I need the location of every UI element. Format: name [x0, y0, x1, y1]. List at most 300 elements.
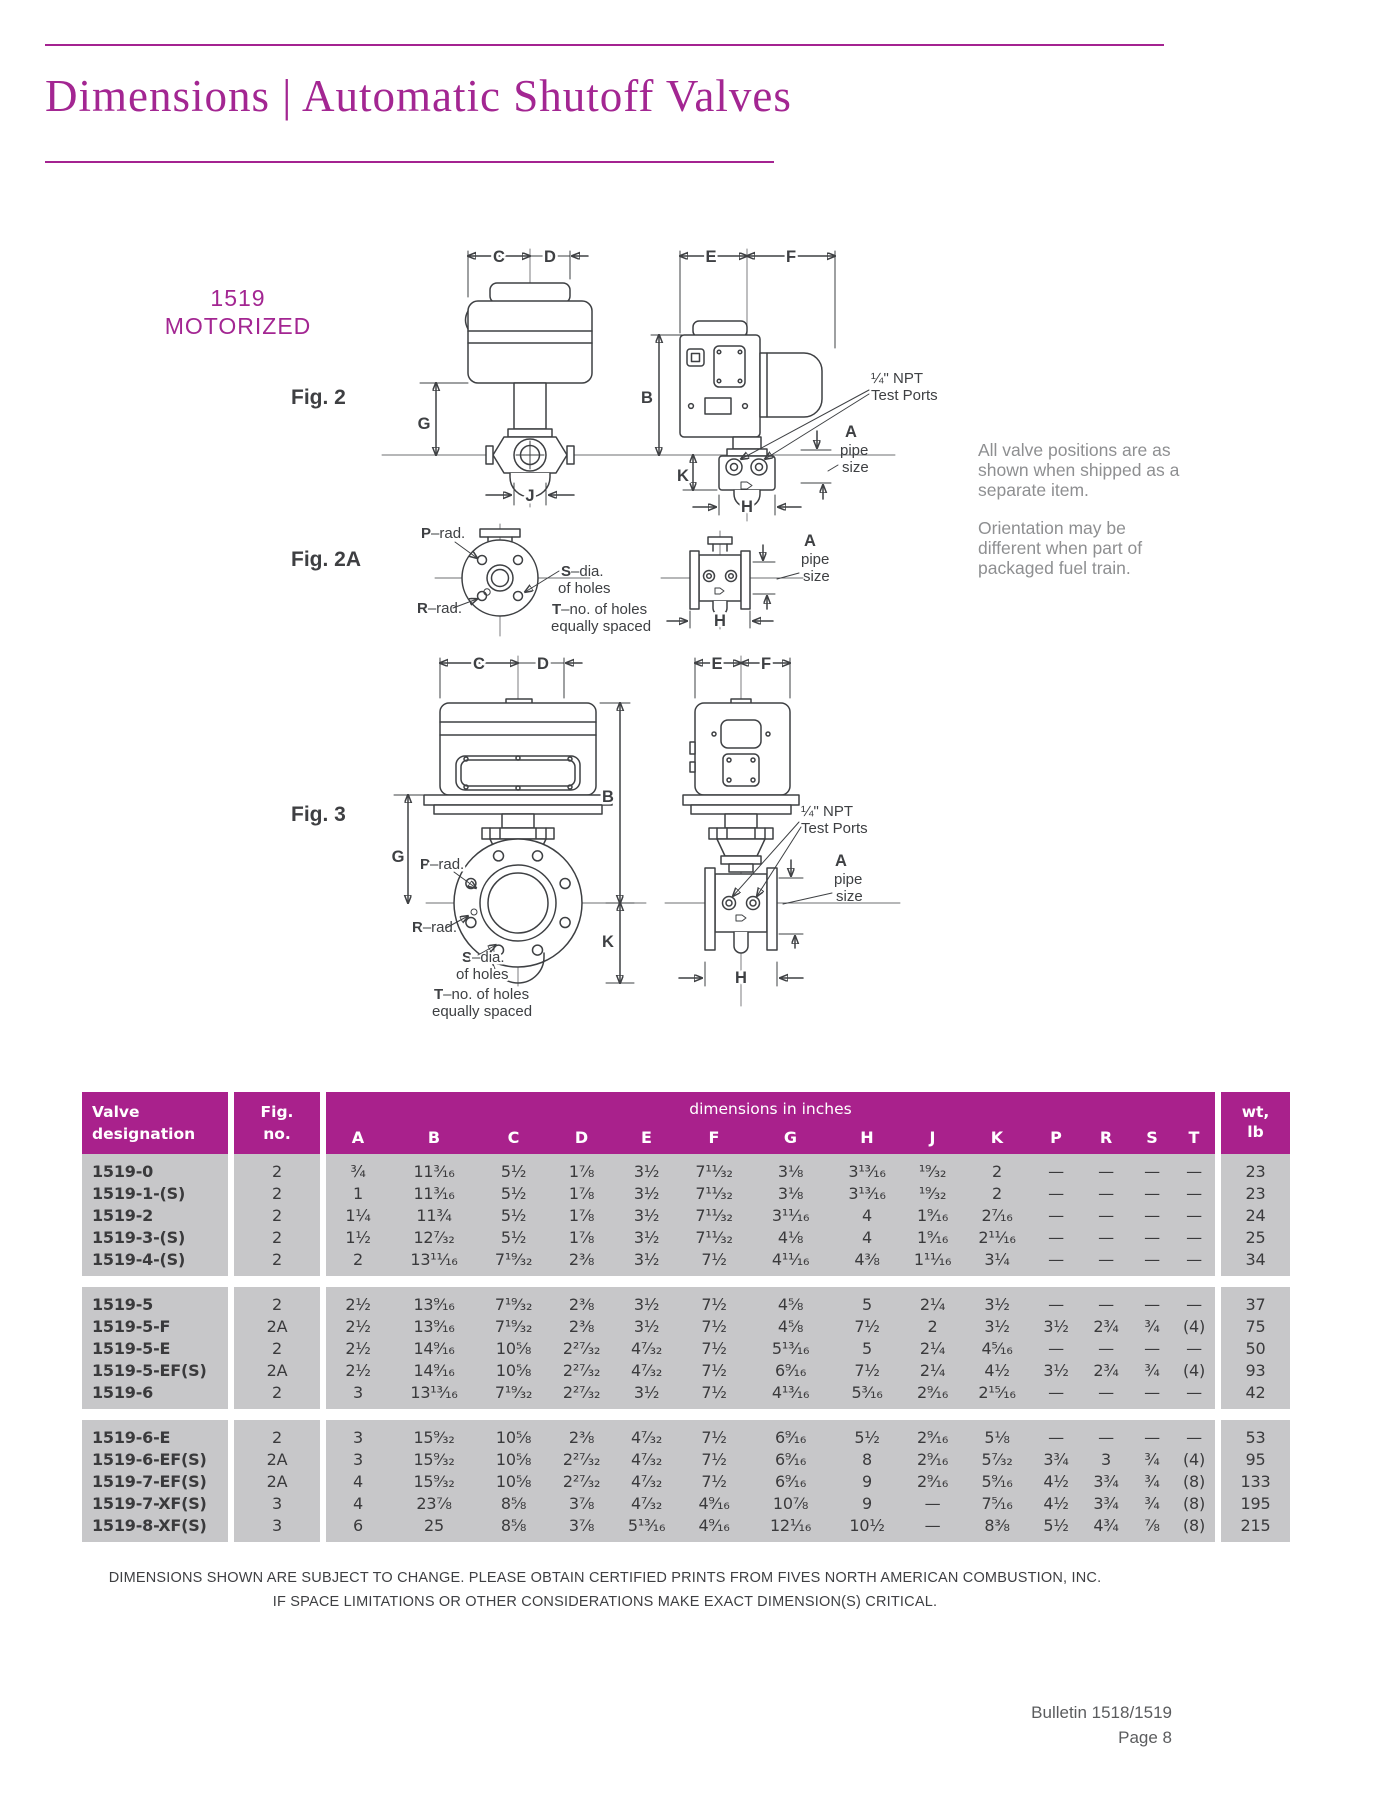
dim-value: 13⁹⁄₁₆	[413, 1317, 455, 1336]
dim-value: 4⅝	[777, 1295, 804, 1314]
dim-value: 1⅞	[568, 1162, 595, 1181]
valve-designation: 1519-0	[92, 1162, 154, 1181]
dim-value: 5⅛	[984, 1428, 1010, 1447]
dim-value: 3½	[984, 1317, 1010, 1336]
fig-no-value: 2	[272, 1295, 282, 1314]
dim-value: —	[1144, 1184, 1160, 1203]
fig2-dim-e: E	[705, 248, 717, 266]
dim-value: —	[1098, 1228, 1114, 1247]
dim-value: 23⅞	[416, 1494, 452, 1513]
fig-no-value: 2A	[266, 1450, 288, 1469]
dim-value: 7½	[701, 1250, 727, 1269]
shipping-notes	[978, 440, 1183, 596]
title-underline-rule	[45, 161, 774, 163]
weight-value: 34	[1245, 1250, 1266, 1269]
top-rule	[45, 44, 1164, 46]
dim-value: 4⁷⁄₃₂	[630, 1494, 663, 1513]
dim-value: 2²⁷⁄₃₂	[562, 1339, 601, 1358]
fig-no-value: 2	[272, 1383, 282, 1402]
dim-value: —	[1048, 1228, 1064, 1247]
dim-value: 5⁹⁄₁₆	[981, 1472, 1013, 1491]
dim-value: —	[1098, 1184, 1114, 1203]
dim-value: —	[1098, 1250, 1114, 1269]
valve-designation: 1519-5-EF(S)	[92, 1361, 207, 1380]
dim-value: 14⁹⁄₁₆	[413, 1339, 455, 1358]
table-section	[82, 1420, 228, 1542]
dim-value: 6⁹⁄₁₆	[774, 1472, 807, 1491]
fig-no-value: 2A	[266, 1361, 288, 1380]
dim-value: 7½	[854, 1361, 880, 1380]
dim-value: —	[1098, 1428, 1114, 1447]
dim-value: (8)	[1182, 1516, 1206, 1535]
dim-value: 3½	[633, 1184, 660, 1203]
weight-value: 95	[1245, 1450, 1266, 1469]
weight-value: 42	[1245, 1383, 1266, 1402]
dim-value: 2²⁷⁄₃₂	[562, 1361, 601, 1380]
valve-designation: 1519-1-(S)	[92, 1184, 186, 1203]
dim-value: 10⅝	[495, 1450, 532, 1469]
dim-value: —	[1186, 1250, 1202, 1269]
dim-value: 7½	[701, 1361, 727, 1380]
dim-col-header: D	[574, 1128, 589, 1147]
dim-value: 8⅝	[500, 1494, 527, 1513]
table-section	[234, 1287, 320, 1409]
note-orientation: Orientation may be different when part of packaged fuel train.	[978, 518, 1143, 578]
dim-value: 6⁹⁄₁₆	[774, 1450, 807, 1469]
table-row	[326, 1294, 1215, 1316]
header-dimensions	[326, 1092, 1215, 1154]
weight-value: 23	[1245, 1162, 1266, 1181]
fig2-dim-d: D	[544, 248, 556, 266]
table-row	[326, 1449, 1215, 1471]
dim-value: 3½	[633, 1162, 660, 1181]
dim-value: 3½	[984, 1295, 1010, 1314]
valve-designation: 1519-3-(S)	[92, 1228, 186, 1247]
dim-value: 12⁷⁄₃₂	[413, 1228, 455, 1247]
dim-value: —	[1048, 1250, 1064, 1269]
dim-value: 1⅞	[568, 1228, 595, 1247]
valve-designation: 1519-5-E	[92, 1339, 171, 1358]
dim-value: 2⁹⁄₁₆	[916, 1450, 949, 1469]
dim-value: 10⅝	[495, 1339, 532, 1358]
dim-value: 1¼	[345, 1206, 371, 1225]
dim-value: 3⅞	[568, 1516, 595, 1535]
dim-value: 2⁹⁄₁₆	[916, 1383, 949, 1402]
weight-value: 93	[1245, 1361, 1266, 1380]
fig3-t-no-line2: equally spaced	[432, 1003, 533, 1020]
valve-designation: 1519-6	[92, 1383, 154, 1402]
dim-value: 3¹³⁄₁₆	[848, 1162, 886, 1181]
dim-value: 2¹⁵⁄₁₆	[978, 1383, 1016, 1402]
fig3-dim-b: B	[602, 788, 614, 806]
dim-value: 3½	[1043, 1317, 1069, 1336]
dim-value: 14⁹⁄₁₆	[413, 1361, 455, 1380]
page-number: Page 8	[1118, 1728, 1172, 1747]
dim-value: 7¹¹⁄₃₂	[695, 1184, 733, 1203]
dim-value: 4	[353, 1494, 363, 1513]
dim-value: 3¾	[1043, 1450, 1069, 1469]
table-row	[326, 1338, 1215, 1360]
dim-col-header: S	[1146, 1128, 1158, 1147]
fig2-side-drawing	[595, 243, 945, 533]
dim-value: 3½	[633, 1317, 660, 1336]
fig2-pipe-label: pipe	[840, 442, 869, 459]
fig3-s-dia-label: S–dia.	[462, 949, 505, 966]
fig3-dim-e: E	[711, 655, 723, 673]
dim-value: 2⁹⁄₁₆	[916, 1428, 949, 1447]
dim-value: 4	[353, 1472, 363, 1491]
dim-value: —	[1098, 1339, 1114, 1358]
fig-no-value: 3	[272, 1494, 282, 1513]
fig2a-r-rad-label: R–rad.	[417, 600, 463, 617]
footer-line1: DIMENSIONS SHOWN ARE SUBJECT TO CHANGE. PLEASE OBTAIN CERTIFIED PRINTS FROM FIVES NORTH AMERICAN COMBUSTION, INC.	[108, 1570, 1102, 1586]
dim-value: 4½	[1043, 1472, 1069, 1491]
weight-value: 53	[1245, 1428, 1266, 1447]
series-label	[148, 284, 328, 340]
weight-value: 195	[1240, 1494, 1271, 1513]
dim-value: 7½	[701, 1383, 727, 1402]
table-row	[326, 1471, 1215, 1493]
dim-col-header: C	[507, 1128, 520, 1147]
dim-value: 3½	[1043, 1361, 1069, 1380]
fig2a-p-rad-label: P–rad.	[421, 525, 466, 542]
dim-value: 5³⁄₁₆	[851, 1383, 883, 1402]
table-section	[1221, 1154, 1290, 1276]
table-section	[326, 1154, 1215, 1276]
fig-no-value: 2	[272, 1228, 282, 1247]
valve-designation: 1519-4-(S)	[92, 1250, 186, 1269]
dim-value: 2½	[345, 1339, 371, 1358]
weight-value: 50	[1245, 1339, 1266, 1358]
fig2a-pipe-label: pipe	[801, 551, 830, 568]
dim-value: 4⁹⁄₁₆	[698, 1516, 730, 1535]
dim-value: 11¾	[416, 1206, 452, 1225]
dim-value: 3¾	[1093, 1472, 1119, 1491]
fig-no-value: 2	[272, 1206, 282, 1225]
dim-value: 2⅜	[568, 1250, 595, 1269]
dim-value: 3¾	[1093, 1494, 1119, 1513]
series-type: MOTORIZED	[164, 313, 312, 339]
dim-value: 11³⁄₁₆	[413, 1162, 455, 1181]
dim-col-header: G	[783, 1128, 798, 1147]
dim-value: 1	[353, 1184, 363, 1203]
dim-col-header: J	[929, 1128, 936, 1147]
dim-value: —	[1186, 1228, 1202, 1247]
dim-value: 4¾	[1093, 1516, 1119, 1535]
dim-value: —	[1098, 1383, 1114, 1402]
table-section	[326, 1287, 1215, 1409]
weight-value: 133	[1240, 1472, 1271, 1491]
dim-value: 7¹¹⁄₃₂	[695, 1228, 733, 1247]
fig2a-front-drawing	[355, 512, 665, 640]
weight-value: 215	[1240, 1516, 1271, 1535]
dim-value: 4½	[1043, 1494, 1069, 1513]
dim-value: —	[1048, 1383, 1064, 1402]
fig3-pipe-size-a: A	[835, 852, 847, 870]
dim-value: 4⅝	[777, 1317, 804, 1336]
fig3-dim-f: F	[760, 655, 772, 673]
fig2a-s-dia-label: S–dia.	[561, 563, 604, 580]
fig2a-label: Fig. 2A	[291, 548, 362, 571]
dim-value: 3	[353, 1428, 363, 1447]
fig2-dim-f: F	[785, 248, 797, 266]
fig2-label: Fig. 2	[291, 386, 346, 409]
dim-value: —	[1048, 1339, 1064, 1358]
footer-note	[80, 1566, 1130, 1614]
table-row	[326, 1227, 1215, 1249]
table-group	[82, 1287, 1290, 1409]
dim-value: 10⅞	[772, 1494, 809, 1513]
dim-value: —	[924, 1494, 941, 1513]
table-section	[234, 1154, 320, 1276]
dim-value: 5	[862, 1295, 872, 1314]
dim-col-header: P	[1050, 1128, 1062, 1147]
table-row	[326, 1249, 1215, 1271]
dim-value: 3¹³⁄₁₆	[848, 1184, 886, 1203]
table-row	[326, 1427, 1215, 1449]
dim-value: 4⅜	[854, 1250, 880, 1269]
dim-value: 2¼	[919, 1361, 946, 1380]
dim-value: 13¹³⁄₁₆	[410, 1383, 458, 1402]
dim-value: 7½	[701, 1317, 727, 1336]
dim-value: 4⁷⁄₃₂	[630, 1339, 663, 1358]
fig3-dim-c: C	[473, 655, 485, 673]
fig2a-s-dia-line2: of holes	[558, 580, 611, 597]
dim-value: —	[1144, 1162, 1160, 1181]
dim-value: 3¼	[984, 1250, 1010, 1269]
dim-value: 25	[424, 1516, 444, 1535]
dim-value: 3	[353, 1450, 363, 1469]
dim-value: 4⁹⁄₁₆	[698, 1494, 730, 1513]
fig2-dim-j: J	[525, 487, 535, 505]
dim-value: 2¼	[919, 1339, 946, 1358]
table-row	[326, 1382, 1215, 1404]
dim-value: (4)	[1182, 1450, 1206, 1469]
fig2a-pipe-size-a: A	[804, 532, 816, 550]
dim-value: 3⅞	[568, 1494, 595, 1513]
table-section	[82, 1287, 228, 1409]
dim-value: 13⁹⁄₁₆	[413, 1295, 455, 1314]
fig2-dim-c: C	[493, 248, 505, 266]
dim-value: —	[1048, 1184, 1064, 1203]
valve-designation: 1519-6-E	[92, 1428, 171, 1447]
dim-value: 5¹³⁄₁₆	[771, 1339, 810, 1358]
dim-value: 4⁷⁄₃₂	[630, 1472, 663, 1491]
dim-value: 2¾	[1093, 1361, 1119, 1380]
dim-value: 3⅛	[777, 1162, 804, 1181]
dim-value: 4½	[984, 1361, 1010, 1380]
dim-value: (8)	[1182, 1494, 1206, 1513]
fig-no-value: 3	[272, 1516, 282, 1535]
fig-no-value: 2	[272, 1428, 282, 1447]
header-fig-no: Fig. no.	[234, 1092, 320, 1154]
dim-value: 4⁵⁄₁₆	[981, 1339, 1013, 1358]
fig3-dim-g: G	[391, 848, 405, 866]
fig-no-value: 2	[272, 1184, 282, 1203]
dim-value: (8)	[1182, 1472, 1206, 1491]
dim-value: 2½	[345, 1317, 371, 1336]
fig3-front-drawing	[378, 650, 650, 1028]
bulletin-number: Bulletin 1518/1519	[1031, 1703, 1172, 1722]
dim-value: 2½	[345, 1295, 371, 1314]
dim-value: 1⅞	[568, 1184, 595, 1203]
dim-value: —	[1098, 1295, 1114, 1314]
fig-no-value: 2A	[266, 1472, 288, 1491]
table-group	[82, 1420, 1290, 1542]
dim-value: 15⁹⁄₃₂	[413, 1450, 455, 1469]
fig2a-dim-h: H	[714, 612, 726, 630]
dim-value: 15⁹⁄₃₂	[413, 1472, 455, 1491]
dim-value: —	[1186, 1184, 1202, 1203]
table-row	[326, 1515, 1215, 1537]
table-row	[326, 1161, 1215, 1183]
fig2a-size-label: size	[803, 568, 830, 585]
table-row	[326, 1360, 1215, 1382]
fig2-test-ports-line1: ¼" NPT	[871, 370, 924, 387]
dim-value: 13¹¹⁄₁₆	[410, 1250, 458, 1269]
dim-col-header: B	[427, 1128, 441, 1147]
dim-value: —	[924, 1516, 941, 1535]
dim-value: 2²⁷⁄₃₂	[562, 1450, 601, 1469]
dim-value: 2¼	[919, 1295, 946, 1314]
dim-value: —	[1144, 1206, 1160, 1225]
dim-value: —	[1186, 1162, 1202, 1181]
dim-value: ¹⁹⁄₃₂	[918, 1184, 947, 1203]
fig-no-value: 2	[272, 1250, 282, 1269]
table-row	[326, 1183, 1215, 1205]
fig2a-t-no-line2: equally spaced	[551, 618, 652, 635]
dim-value: 5	[862, 1339, 872, 1358]
dim-value: 10½	[849, 1516, 885, 1535]
dim-value: ⅞	[1144, 1516, 1160, 1535]
dim-col-header: A	[351, 1128, 365, 1147]
fig3-r-rad-label: R–rad.	[412, 919, 458, 936]
dim-value: 7½	[701, 1428, 727, 1447]
footer-line2: IF SPACE LIMITATIONS OR OTHER CONSIDERATIONS MAKE EXACT DIMENSION(S) CRITICAL.	[272, 1594, 938, 1610]
dim-value: 2²⁷⁄₃₂	[562, 1472, 601, 1491]
fig3-side-drawing	[655, 650, 915, 1028]
dim-value: 2¾	[1093, 1317, 1119, 1336]
fig2-test-ports-line2: Test Ports	[871, 387, 938, 404]
dim-col-header: R	[1099, 1128, 1113, 1147]
fig3-t-no-label: T–no. of holes	[434, 986, 530, 1003]
dim-value: 8⅜	[984, 1516, 1010, 1535]
dim-value: 2½	[345, 1361, 371, 1380]
dim-value: ¾	[350, 1162, 366, 1181]
dim-value: 3½	[633, 1250, 660, 1269]
fig3-dim-k: K	[602, 933, 614, 951]
dim-value: 2⅜	[568, 1317, 595, 1336]
dim-value: ¾	[1144, 1472, 1160, 1491]
dim-value: 4⁷⁄₃₂	[630, 1428, 663, 1447]
dim-value: —	[1048, 1428, 1064, 1447]
dim-value: —	[1186, 1383, 1202, 1402]
bulletin-info	[900, 1700, 1172, 1750]
dim-value: 7¹⁹⁄₃₂	[494, 1250, 533, 1269]
table-row	[326, 1316, 1215, 1338]
dim-value: ¾	[1144, 1317, 1160, 1336]
dim-value: 1⁹⁄₁₆	[916, 1206, 949, 1225]
dim-col-header: F	[708, 1128, 720, 1147]
dim-col-header: E	[641, 1128, 652, 1147]
table-row	[326, 1205, 1215, 1227]
dim-value: 2	[927, 1317, 938, 1336]
dim-value: —	[1144, 1250, 1160, 1269]
dim-col-header: T	[1188, 1128, 1200, 1147]
dim-value: —	[1186, 1295, 1202, 1314]
dim-value: 5½	[500, 1184, 527, 1203]
dim-value: 7¹¹⁄₃₂	[695, 1206, 733, 1225]
fig3-test-ports-line1: ¼" NPT	[801, 803, 854, 820]
dim-value: 3½	[633, 1383, 660, 1402]
valve-designation: 1519-6-EF(S)	[92, 1450, 207, 1469]
dim-value: 7¹⁹⁄₃₂	[494, 1383, 533, 1402]
fig3-label: Fig. 3	[291, 803, 346, 826]
dim-value: 2²⁷⁄₃₂	[562, 1383, 601, 1402]
fig-no-value: 2	[272, 1162, 282, 1181]
dim-value: 15⁹⁄₃₂	[413, 1428, 455, 1447]
dim-value: 7½	[701, 1472, 727, 1491]
dim-value: —	[1098, 1162, 1114, 1181]
table-header	[82, 1092, 1290, 1154]
dim-value: 2⅜	[568, 1295, 595, 1314]
table-section	[1221, 1287, 1290, 1409]
dim-value: 3⅛	[777, 1184, 804, 1203]
dim-value: 1½	[345, 1228, 371, 1247]
dim-value: 2⅜	[568, 1428, 595, 1447]
table-row	[326, 1493, 1215, 1515]
dim-value: 10⅝	[495, 1428, 532, 1447]
dim-value: (4)	[1182, 1361, 1206, 1380]
dim-value: 3¹¹⁄₁₆	[771, 1206, 810, 1225]
dim-value: 5¹³⁄₁₆	[627, 1516, 666, 1535]
dim-value: —	[1144, 1428, 1160, 1447]
weight-value: 23	[1245, 1184, 1266, 1203]
dim-value: —	[1048, 1295, 1064, 1314]
dim-value: 7½	[854, 1317, 880, 1336]
dim-value: —	[1186, 1339, 1202, 1358]
dim-letters	[326, 1128, 1215, 1147]
fig3-pipe-label: pipe	[834, 871, 863, 888]
fig2-size-label: size	[842, 459, 869, 476]
table-section	[1221, 1420, 1290, 1542]
dim-value: 2⁷⁄₁₆	[981, 1206, 1013, 1225]
note-valve-positions: All valve positions are as shown when shipped as a separate item.	[978, 440, 1180, 500]
dim-value: 7¹⁹⁄₃₂	[494, 1295, 533, 1314]
dim-value: ¾	[1144, 1494, 1160, 1513]
dim-value: 4¹¹⁄₁₆	[771, 1250, 810, 1269]
dim-value: 4⅛	[777, 1228, 804, 1247]
table-section	[82, 1154, 228, 1276]
dim-value: —	[1144, 1228, 1160, 1247]
dim-value: 3½	[633, 1295, 660, 1314]
dim-value: 7¹⁹⁄₃₂	[494, 1317, 533, 1336]
dim-value: 5½	[854, 1428, 880, 1447]
dim-value: 7¹¹⁄₃₂	[695, 1162, 733, 1181]
fig2-pipe-size-a: A	[845, 423, 857, 441]
dim-value: 7½	[701, 1295, 727, 1314]
dim-value: 5⁷⁄₃₂	[981, 1450, 1013, 1469]
header-dimensions-title: dimensions in inches	[689, 1100, 852, 1118]
fig2-front-drawing	[368, 243, 598, 511]
dim-value: 11³⁄₁₆	[413, 1184, 455, 1203]
dim-value: 7½	[701, 1450, 727, 1469]
table-body	[82, 1154, 1290, 1542]
valve-designation: 1519-7-EF(S)	[92, 1472, 207, 1491]
fig-no-value: 2A	[266, 1317, 288, 1336]
dim-value: 6	[353, 1516, 363, 1535]
dim-col-header: H	[860, 1128, 874, 1147]
